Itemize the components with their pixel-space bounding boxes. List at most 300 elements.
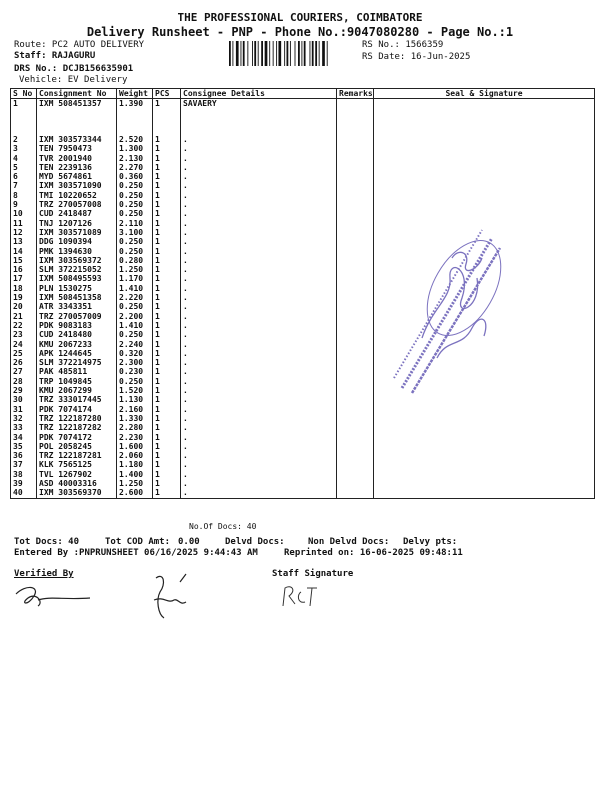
row-pcs: 1 <box>153 321 181 330</box>
row-consignment-no: TEN 7950473 <box>37 144 117 153</box>
row-consignee: . <box>181 144 337 153</box>
row-remarks <box>337 460 374 469</box>
row-consignee: . <box>181 330 337 339</box>
delivered-docs: Delvd Docs: <box>225 537 285 547</box>
verified-by-label: Verified By <box>14 569 74 579</box>
row-sno: 18 <box>11 284 37 293</box>
row-consignee: . <box>181 154 337 163</box>
row-weight: 1.180 <box>117 460 153 469</box>
row-weight: 1.400 <box>117 470 153 479</box>
row-consignee: . <box>181 340 337 349</box>
row-weight: 1.250 <box>117 479 153 488</box>
row-weight: 1.410 <box>117 284 153 293</box>
row-sno: 10 <box>11 209 37 218</box>
row-consignee: . <box>181 479 337 488</box>
row-seal <box>374 99 595 136</box>
row-sno: 35 <box>11 442 37 451</box>
row-remarks <box>337 405 374 414</box>
row-consignment-no: KMU 2067299 <box>37 386 117 395</box>
row-weight: 0.250 <box>117 247 153 256</box>
table-row <box>11 181 595 190</box>
row-sno: 2 <box>11 135 37 144</box>
table-row <box>11 293 595 302</box>
row-consignment-no: PDK 9083183 <box>37 321 117 330</box>
row-pcs: 1 <box>153 284 181 293</box>
row-sno: 17 <box>11 274 37 283</box>
row-sno: 21 <box>11 312 37 321</box>
document-subtitle: Delivery Runsheet - PNP - Phone No.:9047080280 - Page No.:1 <box>86 25 514 39</box>
row-remarks <box>337 377 374 386</box>
table-row <box>11 414 595 423</box>
row-pcs: 1 <box>153 144 181 153</box>
row-consignment-no: TVR 2001940 <box>37 154 117 163</box>
row-consignee: . <box>181 442 337 451</box>
row-remarks <box>337 191 374 200</box>
signature-3-icon <box>279 582 319 610</box>
table-row <box>11 135 595 144</box>
row-consignee: . <box>181 405 337 414</box>
row-remarks <box>337 265 374 274</box>
row-remarks <box>337 340 374 349</box>
col-seal-signature: Seal & Signature <box>374 89 595 99</box>
rs-date: RS Date: 16-Jun-2025 <box>362 52 471 62</box>
row-consignee: . <box>181 191 337 200</box>
row-remarks <box>337 135 374 144</box>
row-sno: 16 <box>11 265 37 274</box>
row-sno: 4 <box>11 154 37 163</box>
row-pcs: 1 <box>153 228 181 237</box>
row-consignee: . <box>181 209 337 218</box>
row-remarks <box>337 395 374 404</box>
row-consignee: . <box>181 312 337 321</box>
row-consignee: . <box>181 265 337 274</box>
row-consignment-no: PMK 1394630 <box>37 247 117 256</box>
total-cod-value: 0.00 <box>178 537 200 547</box>
row-consignee: . <box>181 247 337 256</box>
table-row <box>11 265 595 274</box>
col-weight: Weight <box>117 89 153 99</box>
row-weight: 0.320 <box>117 349 153 358</box>
col-consignee: Consignee Details <box>181 89 337 99</box>
row-sno: 15 <box>11 256 37 265</box>
table-row <box>11 144 595 153</box>
table-row <box>11 200 595 209</box>
row-weight: 1.390 <box>117 99 153 136</box>
row-pcs: 1 <box>153 135 181 144</box>
row-pcs: 1 <box>153 163 181 172</box>
row-consignee: . <box>181 414 337 423</box>
row-sno: 7 <box>11 181 37 190</box>
row-weight: 1.130 <box>117 395 153 404</box>
row-pcs: 1 <box>153 423 181 432</box>
row-consignment-no: PDK 7074172 <box>37 433 117 442</box>
reprinted-on: Reprinted on: 16-06-2025 09:48:11 <box>284 548 463 558</box>
table-header-row <box>11 89 595 99</box>
row-remarks <box>337 414 374 423</box>
row-consignee: . <box>181 377 337 386</box>
table-row <box>11 377 595 386</box>
row-consignee: . <box>181 228 337 237</box>
row-pcs: 1 <box>153 191 181 200</box>
vehicle-label: Vehicle: EV Delivery <box>19 75 128 85</box>
row-consignment-no: PAK 485811 <box>37 367 117 376</box>
row-weight: 2.130 <box>117 154 153 163</box>
row-pcs: 1 <box>153 433 181 442</box>
table-row <box>11 340 595 349</box>
row-pcs: 1 <box>153 442 181 451</box>
row-remarks <box>337 219 374 228</box>
row-weight: 2.200 <box>117 312 153 321</box>
row-consignee: . <box>181 460 337 469</box>
row-weight: 2.280 <box>117 423 153 432</box>
document-title: THE PROFESSIONAL COURIERS, COIMBATORE <box>177 11 423 24</box>
table-row <box>11 479 595 488</box>
row-sno: 23 <box>11 330 37 339</box>
row-weight: 0.250 <box>117 330 153 339</box>
row-consignment-no: KMU 2067233 <box>37 340 117 349</box>
row-sno: 12 <box>11 228 37 237</box>
row-pcs: 1 <box>153 247 181 256</box>
staff-signature-label: Staff Signature <box>272 569 354 579</box>
row-consignment-no: TRZ 333017445 <box>37 395 117 404</box>
table-row <box>11 349 595 358</box>
row-sno: 32 <box>11 414 37 423</box>
row-weight: 2.160 <box>117 405 153 414</box>
col-consignment: Consignment No <box>37 89 117 99</box>
no-of-docs: No.Of Docs: 40 <box>189 522 257 531</box>
row-remarks <box>337 423 374 432</box>
row-remarks <box>337 247 374 256</box>
row-remarks <box>337 470 374 479</box>
row-weight: 0.230 <box>117 367 153 376</box>
row-sno: 9 <box>11 200 37 209</box>
row-sno: 24 <box>11 340 37 349</box>
table-row <box>11 237 595 246</box>
row-remarks <box>337 358 374 367</box>
row-sno: 36 <box>11 451 37 460</box>
table-row <box>11 321 595 330</box>
row-pcs: 1 <box>153 265 181 274</box>
row-remarks <box>337 181 374 190</box>
row-pcs: 1 <box>153 349 181 358</box>
row-weight: 2.230 <box>117 433 153 442</box>
row-weight: 2.110 <box>117 219 153 228</box>
row-sno: 34 <box>11 433 37 442</box>
row-weight: 0.360 <box>117 172 153 181</box>
row-weight: 1.520 <box>117 386 153 395</box>
col-pcs: PCS <box>153 89 181 99</box>
row-consignment-no: SLM 372214975 <box>37 358 117 367</box>
row-pcs: 1 <box>153 237 181 246</box>
table-row <box>11 395 595 404</box>
delivery-points: Delvy pts: <box>403 537 458 547</box>
row-sno: 3 <box>11 144 37 153</box>
row-sno: 25 <box>11 349 37 358</box>
row-consignee: . <box>181 284 337 293</box>
row-weight: 2.520 <box>117 135 153 144</box>
row-sno: 11 <box>11 219 37 228</box>
table-row <box>11 219 595 228</box>
row-weight: 1.300 <box>117 144 153 153</box>
row-seal <box>374 154 595 163</box>
table-row <box>11 284 595 293</box>
table-row <box>11 451 595 460</box>
row-weight: 0.250 <box>117 181 153 190</box>
row-pcs: 1 <box>153 172 181 181</box>
table-row <box>11 358 595 367</box>
row-pcs: 1 <box>153 340 181 349</box>
row-sno: 29 <box>11 386 37 395</box>
row-pcs: 1 <box>153 386 181 395</box>
signature-1-icon <box>14 580 94 610</box>
table-row <box>11 247 595 256</box>
route-label: Route: PC2 AUTO DELIVERY <box>14 40 145 50</box>
row-consignment-no: TRZ 270057009 <box>37 312 117 321</box>
row-consignee: . <box>181 200 337 209</box>
table-row <box>11 172 595 181</box>
row-seal <box>374 405 595 414</box>
row-weight: 0.250 <box>117 302 153 311</box>
row-consignee: SAVAERY <box>181 99 337 136</box>
row-weight: 1.170 <box>117 274 153 283</box>
row-remarks <box>337 172 374 181</box>
row-consignment-no: TRZ 122187282 <box>37 423 117 432</box>
total-cod-label: Tot COD Amt: <box>105 537 171 547</box>
table-row <box>11 386 595 395</box>
table-row <box>11 302 595 311</box>
row-consignment-no: TRZ 270057008 <box>37 200 117 209</box>
table-row <box>11 423 595 432</box>
row-remarks <box>337 442 374 451</box>
row-seal <box>374 433 595 442</box>
row-sno: 38 <box>11 470 37 479</box>
row-weight: 1.600 <box>117 442 153 451</box>
row-pcs: 1 <box>153 154 181 163</box>
row-remarks <box>337 274 374 283</box>
row-seal <box>374 191 595 200</box>
table-row <box>11 330 595 339</box>
rs-number: RS No.: 1566359 <box>362 40 444 50</box>
row-consignment-no: POL 2058245 <box>37 442 117 451</box>
row-remarks <box>337 302 374 311</box>
runsheet-table <box>10 88 595 499</box>
row-consignment-no: TNJ 1207126 <box>37 219 117 228</box>
row-remarks <box>337 209 374 218</box>
row-sno: 8 <box>11 191 37 200</box>
row-consignee: . <box>181 423 337 432</box>
row-remarks <box>337 312 374 321</box>
table-row <box>11 209 595 218</box>
row-remarks <box>337 321 374 330</box>
row-consignee: . <box>181 274 337 283</box>
row-seal <box>374 144 595 153</box>
row-pcs: 1 <box>153 395 181 404</box>
row-consignee: . <box>181 367 337 376</box>
row-consignment-no: ATR 3343351 <box>37 302 117 311</box>
row-weight: 1.330 <box>117 414 153 423</box>
row-consignee: . <box>181 321 337 330</box>
row-consignee: . <box>181 163 337 172</box>
row-weight: 2.300 <box>117 358 153 367</box>
row-remarks <box>337 228 374 237</box>
row-weight: 2.270 <box>117 163 153 172</box>
row-seal <box>374 451 595 460</box>
table-row <box>11 312 595 321</box>
row-seal <box>374 414 595 423</box>
row-consignment-no: CUD 2418487 <box>37 209 117 218</box>
table-row <box>11 442 595 451</box>
row-pcs: 1 <box>153 274 181 283</box>
signature-2-icon <box>150 570 190 622</box>
row-consignment-no: IXM 303569372 <box>37 256 117 265</box>
row-consignment-no: TRZ 122187281 <box>37 451 117 460</box>
row-remarks <box>337 451 374 460</box>
row-weight: 0.250 <box>117 377 153 386</box>
row-consignment-no: TRP 1049845 <box>37 377 117 386</box>
row-sno: 31 <box>11 405 37 414</box>
table-row <box>11 405 595 414</box>
row-remarks <box>337 367 374 376</box>
row-consignee: . <box>181 135 337 144</box>
table-row <box>11 256 595 265</box>
row-seal <box>374 488 595 498</box>
table-row <box>11 191 595 200</box>
row-seal <box>374 442 595 451</box>
row-consignee: . <box>181 395 337 404</box>
row-weight: 3.100 <box>117 228 153 237</box>
row-sno: 26 <box>11 358 37 367</box>
row-consignment-no: IXM 303571089 <box>37 228 117 237</box>
row-remarks <box>337 99 374 136</box>
row-consignee: . <box>181 451 337 460</box>
table-row <box>11 274 595 283</box>
row-sno: 13 <box>11 237 37 246</box>
row-pcs: 1 <box>153 219 181 228</box>
row-pcs: 1 <box>153 460 181 469</box>
row-weight: 0.250 <box>117 200 153 209</box>
row-pcs: 1 <box>153 312 181 321</box>
row-sno: 1 <box>11 99 37 136</box>
row-pcs: 1 <box>153 367 181 376</box>
row-consignment-no: TRZ 122187280 <box>37 414 117 423</box>
row-pcs: 1 <box>153 330 181 339</box>
row-remarks <box>337 154 374 163</box>
row-seal <box>374 470 595 479</box>
row-sno: 5 <box>11 163 37 172</box>
row-consignment-no: KLK 7565125 <box>37 460 117 469</box>
row-pcs: 1 <box>153 377 181 386</box>
row-consignment-no: IXM 508495593 <box>37 274 117 283</box>
row-consignee: . <box>181 181 337 190</box>
row-consignment-no: TEN 2239136 <box>37 163 117 172</box>
table-row <box>11 163 595 172</box>
table-row <box>11 470 595 479</box>
row-sno: 14 <box>11 247 37 256</box>
row-consignee: . <box>181 302 337 311</box>
row-consignment-no: MYD 5674861 <box>37 172 117 181</box>
row-sno: 40 <box>11 488 37 498</box>
row-consignment-no: PDK 7074174 <box>37 405 117 414</box>
row-pcs: 1 <box>153 256 181 265</box>
row-consignment-no: APK 1244645 <box>37 349 117 358</box>
row-consignment-no: PLN 1530275 <box>37 284 117 293</box>
row-consignment-no: IXM 303571090 <box>37 181 117 190</box>
row-sno: 28 <box>11 377 37 386</box>
row-pcs: 1 <box>153 451 181 460</box>
row-remarks <box>337 293 374 302</box>
row-pcs: 1 <box>153 200 181 209</box>
row-seal <box>374 163 595 172</box>
table-row <box>11 460 595 469</box>
row-consignee: . <box>181 488 337 498</box>
row-seal <box>374 135 595 144</box>
row-consignee: . <box>181 470 337 479</box>
row-consignee: . <box>181 358 337 367</box>
row-pcs: 1 <box>153 414 181 423</box>
table-row <box>11 154 595 163</box>
row-seal <box>374 479 595 488</box>
row-pcs: 1 <box>153 488 181 498</box>
row-weight: 0.250 <box>117 209 153 218</box>
row-weight: 2.240 <box>117 340 153 349</box>
row-remarks <box>337 488 374 498</box>
row-weight: 2.220 <box>117 293 153 302</box>
row-consignee: . <box>181 219 337 228</box>
row-remarks <box>337 237 374 246</box>
row-remarks <box>337 479 374 488</box>
row-seal <box>374 200 595 209</box>
row-weight: 0.250 <box>117 191 153 200</box>
row-remarks <box>337 433 374 442</box>
row-seal <box>374 181 595 190</box>
row-weight: 1.250 <box>117 265 153 274</box>
row-weight: 1.410 <box>117 321 153 330</box>
total-docs: Tot Docs: 40 <box>14 537 80 547</box>
col-sno: S No <box>11 89 37 99</box>
row-remarks <box>337 349 374 358</box>
row-sno: 19 <box>11 293 37 302</box>
row-pcs: 1 <box>153 181 181 190</box>
row-sno: 30 <box>11 395 37 404</box>
table-row <box>11 99 595 136</box>
row-pcs: 1 <box>153 293 181 302</box>
row-consignment-no: ASD 40003316 <box>37 479 117 488</box>
row-consignee: . <box>181 349 337 358</box>
row-consignment-no: DDG 1090394 <box>37 237 117 246</box>
table-row <box>11 367 595 376</box>
row-seal <box>374 460 595 469</box>
row-consignment-no: IXM 303569370 <box>37 488 117 498</box>
drs-number: DRS No.: DCJB156635901 <box>14 64 134 74</box>
stamp-icon <box>392 218 504 400</box>
row-sno: 6 <box>11 172 37 181</box>
row-remarks <box>337 163 374 172</box>
row-weight: 0.250 <box>117 237 153 246</box>
row-remarks <box>337 386 374 395</box>
staff-label: Staff: RAJAGURU <box>14 51 96 61</box>
non-delivered-docs: Non Delvd Docs: <box>308 537 390 547</box>
row-pcs: 1 <box>153 302 181 311</box>
row-remarks <box>337 200 374 209</box>
row-consignee: . <box>181 256 337 265</box>
row-pcs: 1 <box>153 209 181 218</box>
row-pcs: 1 <box>153 479 181 488</box>
row-weight: 2.600 <box>117 488 153 498</box>
row-consignment-no: IXM 303573344 <box>37 135 117 144</box>
row-sno: 33 <box>11 423 37 432</box>
row-consignment-no: TMI 10220652 <box>37 191 117 200</box>
row-weight: 2.060 <box>117 451 153 460</box>
